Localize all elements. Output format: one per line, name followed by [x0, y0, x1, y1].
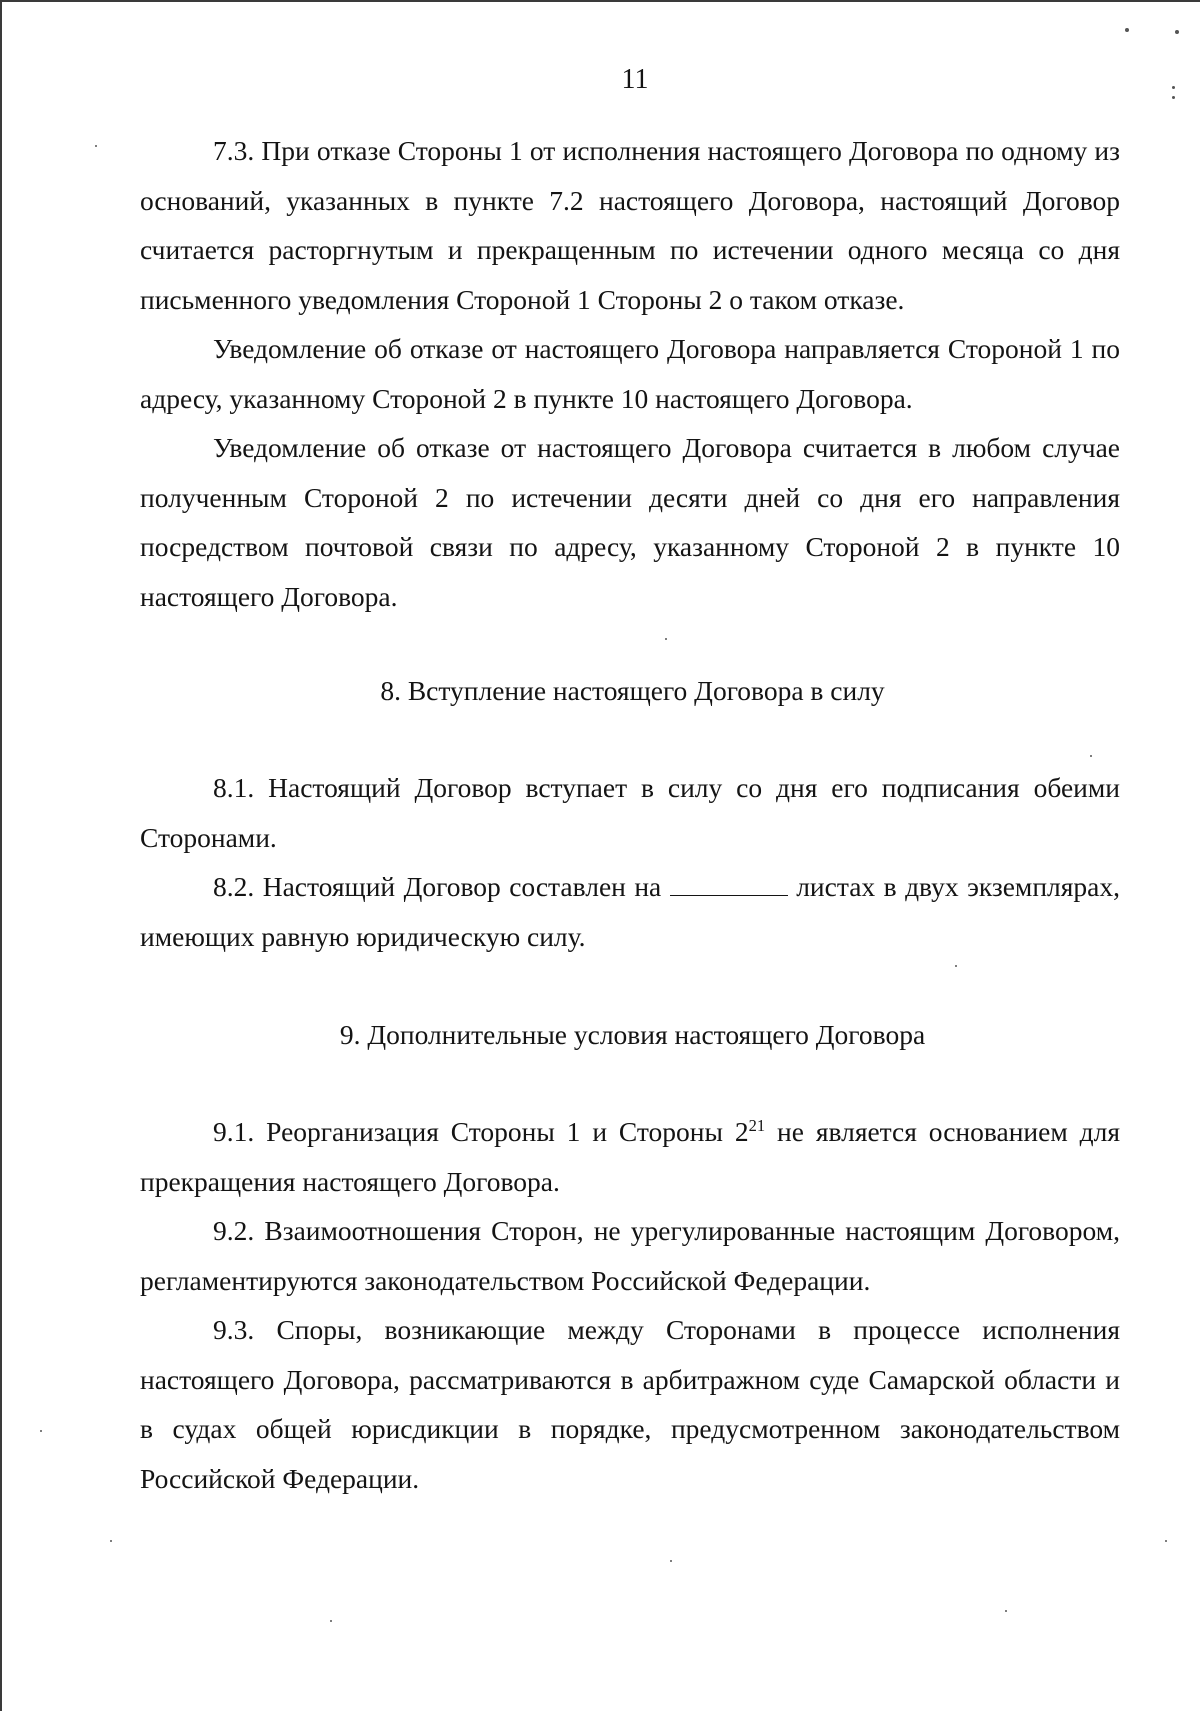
paragraph-8-2-start: 8.2. Настоящий Договор составлен на	[213, 871, 662, 902]
section-8-heading: 8. Вступление настоящего Договора в силу	[380, 675, 885, 706]
paragraph-8-2-end: листах в двух экземплярах, имеющих равную юридическую силу.	[140, 871, 1121, 952]
scan-speck	[1165, 1540, 1167, 1542]
scan-speck	[1125, 28, 1129, 32]
paragraph-9-1	[140, 1107, 1120, 1206]
paragraph-9-2: 9.2. Взаимоотношения Сторон, не урегулированные настоящим Договором, регламентируются законодательством Российской Федерации.	[140, 1215, 1120, 1296]
scan-speck	[95, 145, 97, 147]
section-7-continuation	[140, 126, 1120, 621]
scan-speck	[330, 1620, 332, 1622]
scan-speck	[40, 1430, 42, 1432]
paragraph-9-1-end: не является основанием для прекращения настоящего Договора.	[140, 1116, 1121, 1197]
scan-speck	[1172, 96, 1175, 99]
paragraph-notice-address: Уведомление об отказе от настоящего Договора направляется Стороной 1 по адресу, указанному Стороной 2 в пункте 10 настоящего Договора.	[140, 333, 1120, 414]
scan-speck	[1005, 1610, 1007, 1612]
scan-speck	[1175, 30, 1179, 34]
paragraph-notice-received: Уведомление об отказе от настоящего Договора считается в любом случае полученным Стороной 2 по истечении десяти дней со дня его направления посредством почтовой связи по адресу, указанному Стороной 2 в пункте 10 настоящего Договора.	[140, 432, 1120, 612]
scan-speck	[1090, 755, 1092, 757]
paragraph-8-1: 8.1. Настоящий Договор вступает в силу со дня его подписания обеими Сторонами.	[140, 772, 1120, 853]
paragraph-9-3: 9.3. Споры, возникающие между Сторонами в процессе исполнения настоящего Договора, рассматриваются в арбитражном суде Самарской области и в судах общей юрисдикции в порядке, предусмотренном законодательством Российской Федерации.	[140, 1314, 1120, 1494]
scan-speck	[955, 965, 957, 967]
paragraph-8-2	[140, 862, 1120, 961]
scan-speck	[1172, 86, 1175, 89]
paragraph-7-3: 7.3. При отказе Стороны 1 от исполнения настоящего Договора по одному из оснований, указанных в пункте 7.2 настоящего Договора, настоящий Договор считается расторгнутым и прекращенным по истечении одного месяца со дня письменного уведомления Стороной 1 Стороны 2 о таком отказе.	[140, 135, 1120, 315]
section-9-body	[140, 1107, 1120, 1503]
scan-speck	[110, 1540, 112, 1542]
paragraph-9-1-start: 9.1. Реорганизация Стороны 1 и Стороны 2	[213, 1116, 749, 1147]
page-number: 11	[621, 64, 649, 95]
footnote-marker: 21	[748, 1115, 766, 1135]
section-8-body	[140, 763, 1120, 961]
scan-speck	[670, 1560, 672, 1562]
sheet-count-blank	[670, 866, 788, 896]
section-9-heading: 9. Дополнительные условия настоящего Договора	[339, 1019, 926, 1050]
scan-speck	[665, 638, 667, 640]
